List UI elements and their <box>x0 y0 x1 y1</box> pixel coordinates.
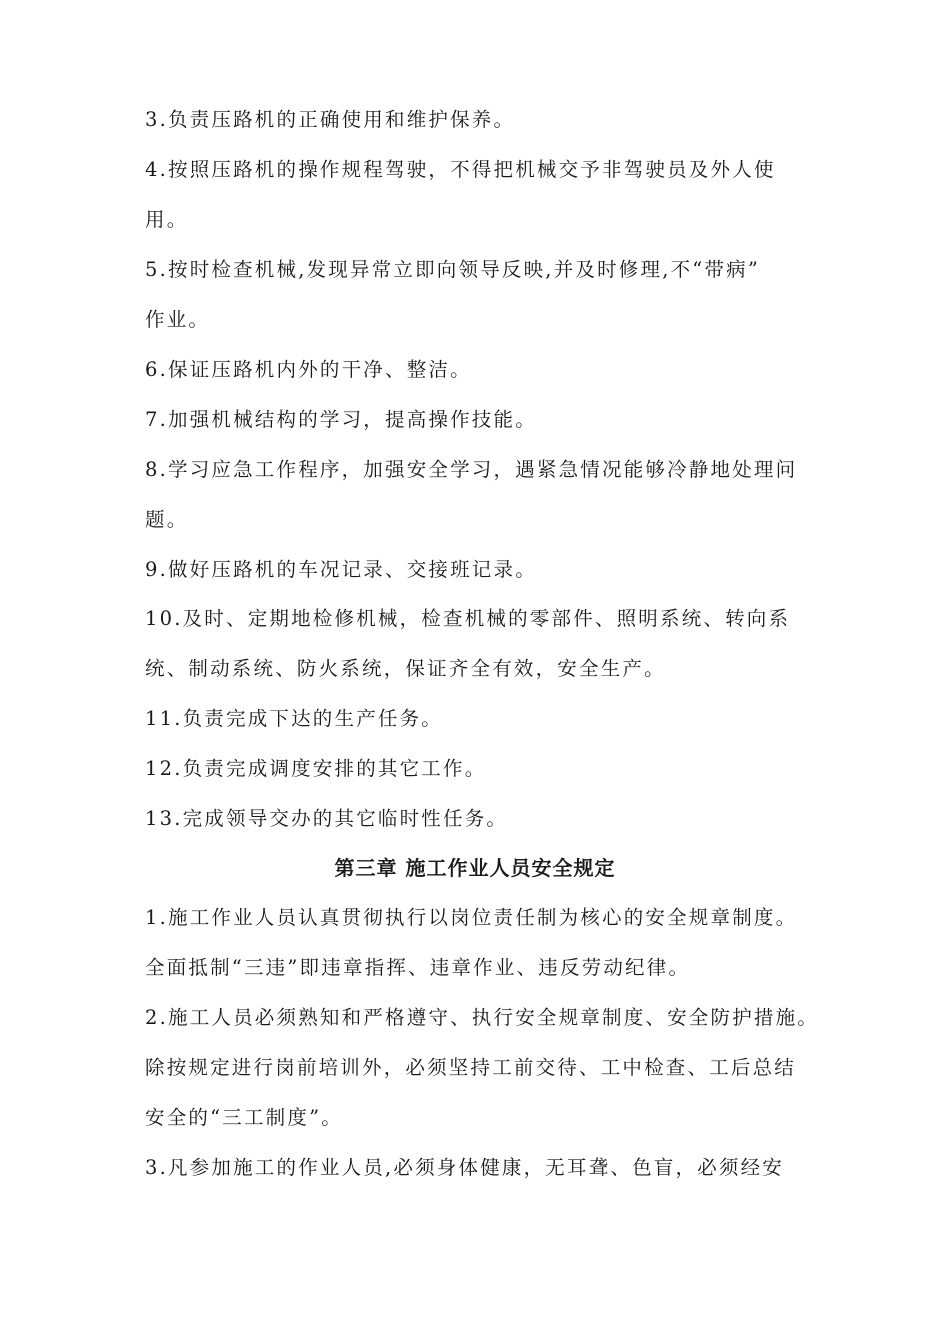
text-line: 6.保证压路机内外的干净、整洁。 <box>145 358 472 381</box>
text-line: 10.及时、定期地检修机械，检查机械的零部件、照明系统、转向系 <box>145 607 791 630</box>
text-line: 全面抵制“三违”即违章指挥、违章作业、违反劳动纪律。 <box>145 956 691 979</box>
text-line: 11.负责完成下达的生产任务。 <box>145 707 444 730</box>
text-line: 除按规定进行岗前培训外，必须坚持工前交待、工中检查、工后总结 <box>145 1056 797 1079</box>
text-line: 3.凡参加施工的作业人员,必须身体健康，无耳聋、色盲，必须经安 <box>145 1156 785 1179</box>
text-line: 2.施工人员必须熟知和严格遵守、执行安全规章制度、安全防护措施。 <box>145 1006 820 1029</box>
text-line: 统、制动系统、防火系统，保证齐全有效，安全生产。 <box>145 657 666 680</box>
text-line: 12.负责完成调度安排的其它工作。 <box>145 757 487 780</box>
chapter-heading: 第三章 施工作业人员安全规定 <box>334 856 616 880</box>
text-line: 8.学习应急工作程序，加强安全学习，遇紧急情况能够冷静地处理问 <box>145 458 798 481</box>
text-line: 7.加强机械结构的学习，提高操作技能。 <box>145 408 537 431</box>
text-line: 作业。 <box>145 308 211 331</box>
text-line: 用。 <box>145 208 189 231</box>
text-line: 1.施工作业人员认真贯彻执行以岗位责任制为核心的安全规章制度。 <box>145 906 798 929</box>
text-line: 4.按照压路机的操作规程驾驶，不得把机械交予非驾驶员及外人使 <box>145 158 776 181</box>
text-line: 3.负责压路机的正确使用和维护保养。 <box>145 108 516 131</box>
text-line: 题。 <box>145 508 189 531</box>
text-line: 13.完成领导交办的其它临时性任务。 <box>145 807 509 830</box>
text-line: 9.做好压路机的车况记录、交接班记录。 <box>145 558 537 581</box>
text-line: 安全的“三工制度”。 <box>145 1106 343 1129</box>
text-line: 5.按时检查机械,发现异常立即向领导反映,并及时修理,不“带病” <box>145 258 761 281</box>
